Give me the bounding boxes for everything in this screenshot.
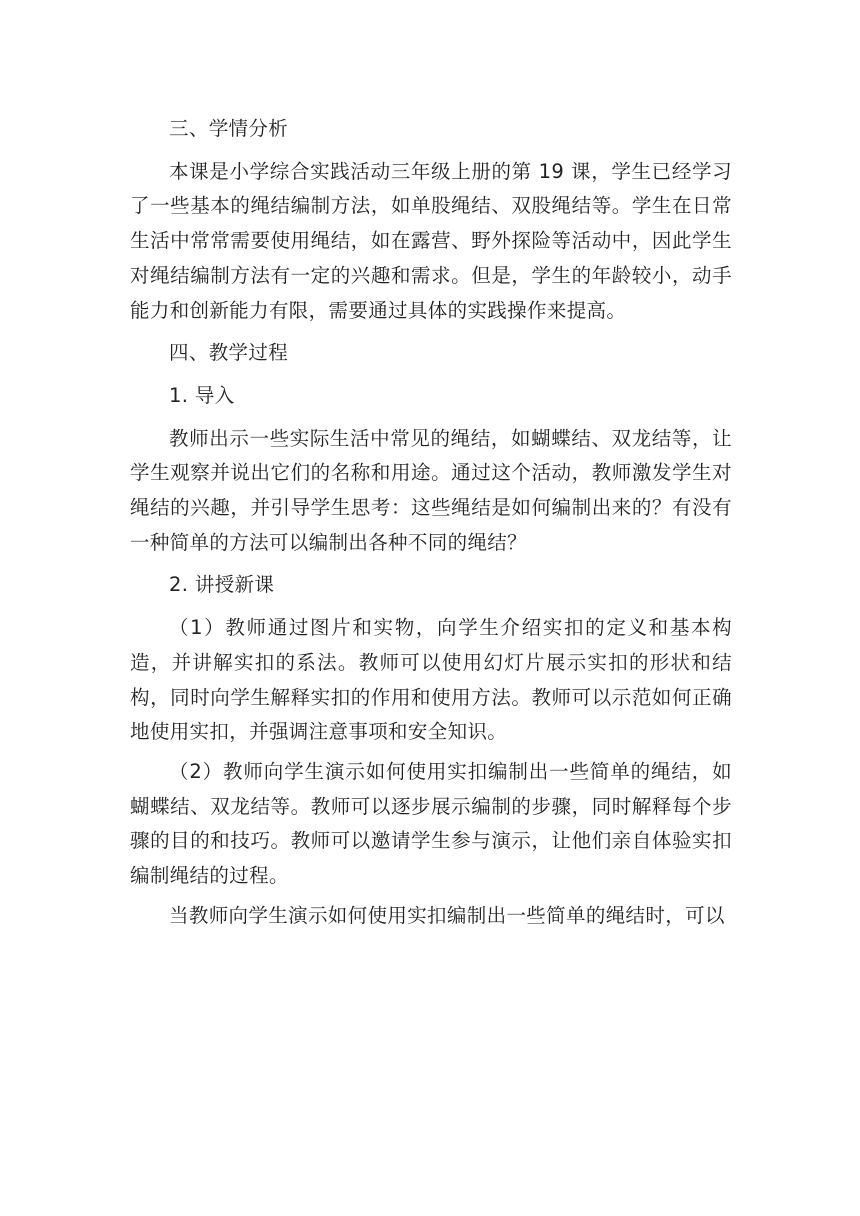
- paragraph-new-lesson-2: （2）教师向学生演示如何使用实扣编制出一些简单的绳结，如蝴蝶结、双龙结等。教师可以逐步展示编制的步骤，同时解释每个步骤的目的和技巧。教师可以邀请学生参与演示，让他们亲自体验实扣编制绳结的过程。: [130, 759, 732, 888]
- paragraph-student-analysis: 本课是小学综合实践活动三年级上册的第 19 课，学生已经学习了一些基本的绳结编制方法，如单股绳结、双股绳结等。学生在日常生活中常常需要使用绳结，如在露营、野外探险等活动中，因此学生对绳结编制方法有一定的兴趣和需求。但是，学生的年龄较小，动手能力和创新能力有限，需要通过具体的实践操作来提高。: [130, 159, 732, 322]
- subsection-heading-introduction: 1. 导入: [169, 383, 235, 407]
- paragraph-new-lesson-3: 当教师向学生演示如何使用实扣编制出一些简单的绳结时，可以: [169, 903, 725, 927]
- document-text: [130, 112, 732, 933]
- section-heading-student-analysis: 三、学情分析: [169, 117, 289, 140]
- paragraph-new-lesson-1: （1）教师通过图片和实物，向学生介绍实扣的定义和基本构造，并讲解实扣的系法。教师可以使用幻灯片展示实扣的形状和结构，同时向学生解释实扣的作用和使用方法。教师可以示范如何正确地使用实扣，并强调注意事项和安全知识。: [130, 616, 732, 744]
- subsection-heading-new-lesson: 2. 讲授新课: [169, 573, 275, 597]
- paragraph-introduction: 教师出示一些实际生活中常见的绳结，如蝴蝶结、双龙结等，让学生观察并说出它们的名称和用途。通过这个活动，教师激发学生对绳结的兴趣，并引导学生思考：这些绳结是如何编制出来的？有没有一种简单的方法可以编制出各种不同的绳结？: [130, 426, 732, 554]
- section-heading-teaching-process: 四、教学过程: [169, 341, 289, 365]
